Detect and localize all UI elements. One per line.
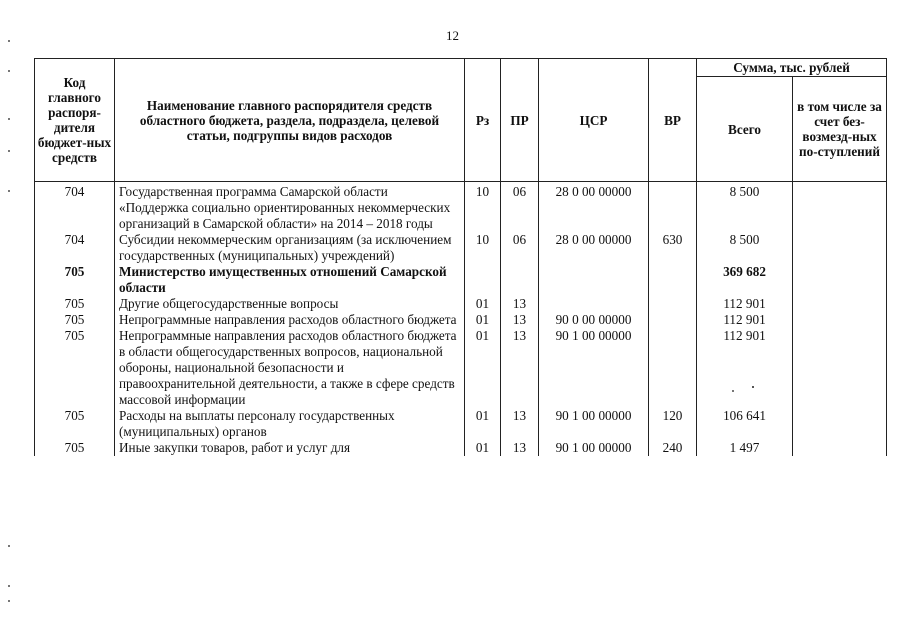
row-rz: 10 <box>465 182 501 233</box>
table-row <box>35 328 887 408</box>
row-code: 705 <box>35 264 115 296</box>
row-rz: 01 <box>465 408 501 440</box>
table-row <box>35 408 887 440</box>
row-csr: 90 1 00 00000 <box>539 328 649 408</box>
row-name: Государственная программа Самарской области «Поддержка социально ориентированных некоммерческих организаций в Самарской области» на 2014 – 2018 годы <box>115 182 465 233</box>
row-name: Непрограммные направления расходов областного бюджета в области общегосударственных вопросов, национальной обороны, национальной безопасности и правоохранительной деятельности, а также в сфере средств массовой информации <box>115 328 465 408</box>
row-code: 705 <box>35 296 115 312</box>
row-including <box>793 232 887 264</box>
row-total: 8 500 <box>697 182 793 233</box>
header-rz: Рз <box>465 59 501 182</box>
row-csr: 28 0 00 00000 <box>539 232 649 264</box>
table-row <box>35 296 887 312</box>
row-code: 705 <box>35 312 115 328</box>
row-rz: 01 <box>465 440 501 456</box>
row-pr: 13 <box>501 408 539 440</box>
row-csr: 28 0 00 00000 <box>539 182 649 233</box>
row-code: 705 <box>35 328 115 408</box>
table-row-ministry <box>35 264 887 296</box>
row-total: 112 901 <box>697 296 793 312</box>
row-csr <box>539 264 649 296</box>
row-including <box>793 440 887 456</box>
row-including <box>793 182 887 233</box>
header-code: Код главного распоря-дителя бюджет-ных средств <box>35 59 115 182</box>
row-code: 704 <box>35 232 115 264</box>
row-name: Субсидии некоммерческим организациям (за исключением государственных (муниципальных) учреждений) <box>115 232 465 264</box>
header-including: в том числе за счет без-возмезд-ных по-ступлений <box>793 77 887 182</box>
table-row <box>35 232 887 264</box>
row-csr <box>539 296 649 312</box>
row-including <box>793 312 887 328</box>
row-rz: 01 <box>465 296 501 312</box>
row-total: 112 901 <box>697 328 793 408</box>
row-pr: 13 <box>501 328 539 408</box>
row-name: Министерство имущественных отношений Самарской области <box>115 264 465 296</box>
row-total: 8 500 <box>697 232 793 264</box>
row-pr: 13 <box>501 312 539 328</box>
budget-table <box>34 58 887 456</box>
row-rz <box>465 264 501 296</box>
row-vr <box>649 182 697 233</box>
row-including <box>793 328 887 408</box>
row-vr <box>649 264 697 296</box>
row-vr <box>649 312 697 328</box>
page-number: 12 <box>446 28 459 43</box>
table-row <box>35 182 887 233</box>
row-name: Другие общегосударственные вопросы <box>115 296 465 312</box>
row-pr: 06 <box>501 232 539 264</box>
row-pr: 13 <box>501 440 539 456</box>
table-row <box>35 440 887 456</box>
row-csr: 90 0 00 00000 <box>539 312 649 328</box>
row-vr: 630 <box>649 232 697 264</box>
row-name: Расходы на выплаты персоналу государственных (муниципальных) органов <box>115 408 465 440</box>
row-total: 106 641 <box>697 408 793 440</box>
row-vr: 240 <box>649 440 697 456</box>
table-row <box>35 312 887 328</box>
row-rz: 10 <box>465 232 501 264</box>
header-total: Всего <box>697 77 793 182</box>
row-code: 705 <box>35 408 115 440</box>
row-code: 704 <box>35 182 115 233</box>
row-name: Иные закупки товаров, работ и услуг для <box>115 440 465 456</box>
row-including <box>793 408 887 440</box>
row-pr: 13 <box>501 296 539 312</box>
header-name: Наименование главного распорядителя средств областного бюджета, раздела, подраздела, целевой статьи, подгруппы видов расходов <box>115 59 465 182</box>
row-total: 112 901 <box>697 312 793 328</box>
row-vr <box>649 296 697 312</box>
header-csr: ЦСР <box>539 59 649 182</box>
row-total: 369 682 <box>697 264 793 296</box>
row-csr: 90 1 00 00000 <box>539 440 649 456</box>
row-rz: 01 <box>465 312 501 328</box>
row-including <box>793 264 887 296</box>
row-including <box>793 296 887 312</box>
header-vr: ВР <box>649 59 697 182</box>
row-code: 705 <box>35 440 115 456</box>
row-rz: 01 <box>465 328 501 408</box>
row-csr: 90 1 00 00000 <box>539 408 649 440</box>
header-sum-group: Сумма, тыс. рублей <box>697 59 887 77</box>
row-vr <box>649 328 697 408</box>
row-total: 1 497 <box>697 440 793 456</box>
row-vr: 120 <box>649 408 697 440</box>
row-name: Непрограммные направления расходов областного бюджета <box>115 312 465 328</box>
row-pr <box>501 264 539 296</box>
margin-specks <box>8 40 12 620</box>
row-pr: 06 <box>501 182 539 233</box>
header-pr: ПР <box>501 59 539 182</box>
